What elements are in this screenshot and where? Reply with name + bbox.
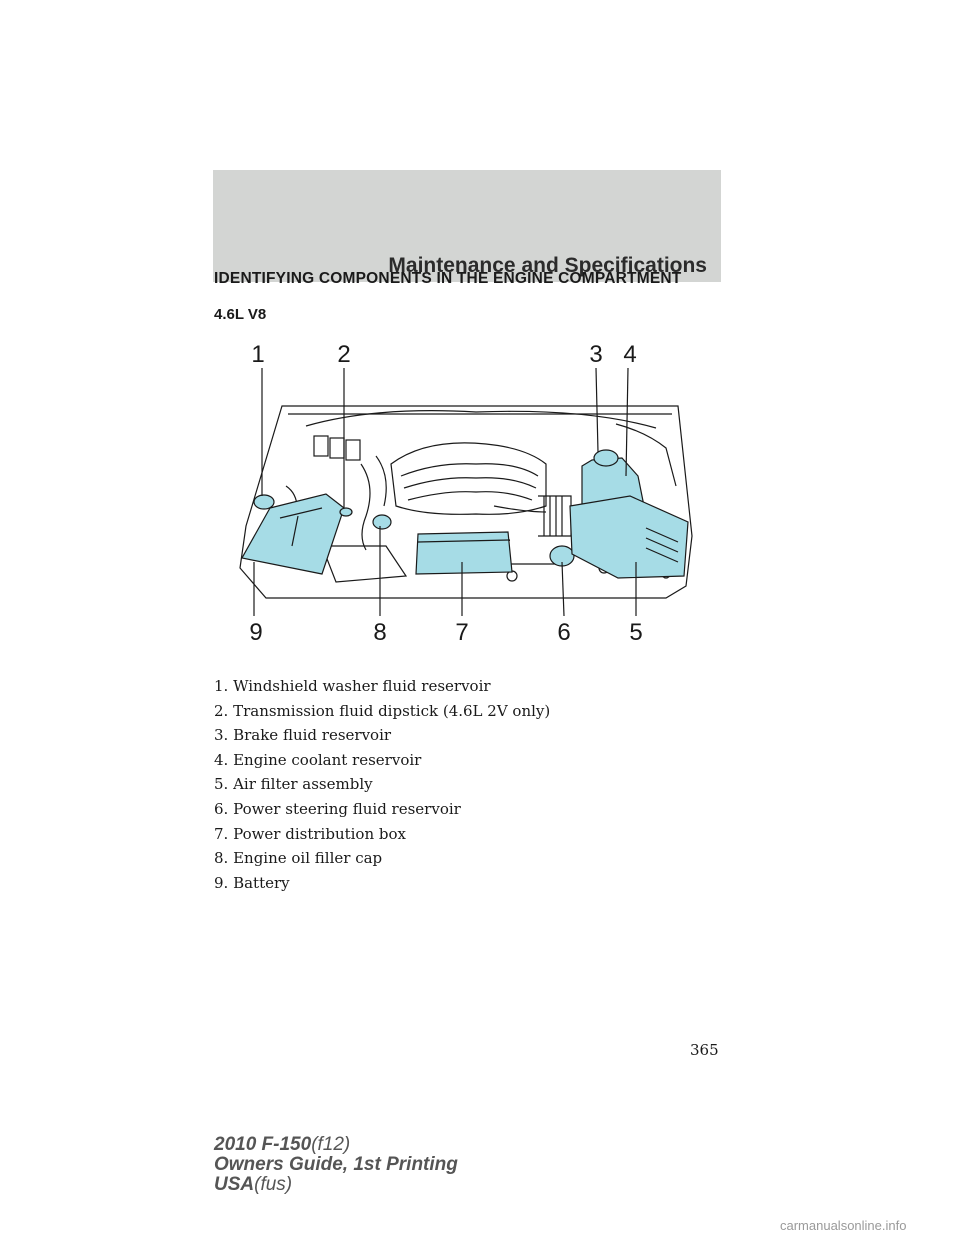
legend-item: 4. Engine coolant reservoir <box>214 750 422 769</box>
callout-leaders <box>254 368 636 616</box>
footer-region-code: (fus) <box>254 1174 293 1195</box>
callout-2: 2 <box>337 341 351 368</box>
washer-cap-shape <box>254 495 274 509</box>
legend-item: 1. Windshield washer fluid reservoir <box>214 677 491 695</box>
callout-7: 7 <box>455 619 469 646</box>
legend-item: 5. Air filter assembly <box>214 775 373 794</box>
footer-model: 2010 F-150 <box>214 1134 312 1155</box>
legend-item: 9. Battery <box>214 873 290 892</box>
engine-compartment-diagram <box>226 336 716 656</box>
legend-item: 8. Engine oil filler cap <box>214 849 383 868</box>
oil-cap-shape <box>373 515 391 529</box>
power-distribution-box-shape <box>416 532 512 574</box>
chapter-title: Maintenance and Specifications <box>388 254 707 277</box>
footer-region: USA <box>214 1174 255 1195</box>
legend-item: 2. Transmission fluid dipstick (4.6L 2V only) <box>214 701 551 720</box>
footer-guide: Owners Guide, 1st Printing <box>214 1154 458 1175</box>
callout-1: 1 <box>251 341 265 368</box>
legend-item: 3. Brake fluid reservoir <box>214 726 392 745</box>
callout-9: 9 <box>249 619 263 646</box>
section-heading: IDENTIFYING COMPONENTS IN THE ENGINE COMPARTMENT <box>214 270 682 287</box>
engine-label: 4.6L V8 <box>214 306 267 323</box>
legend-item: 6. Power steering fluid reservoir <box>214 799 461 818</box>
callout-4: 4 <box>623 341 637 368</box>
callout-3: 3 <box>589 341 603 368</box>
footer-model-code: (f12) <box>311 1134 351 1155</box>
callout-5: 5 <box>629 619 643 646</box>
chapter-header <box>213 170 721 282</box>
brake-fluid-cap-shape <box>594 450 618 466</box>
page-number: 365 <box>690 1041 719 1059</box>
dipstick-shape <box>340 508 352 516</box>
print-footer <box>214 1135 458 1195</box>
callout-8: 8 <box>373 619 387 646</box>
legend-item: 7. Power distribution box <box>214 824 406 843</box>
callout-6: 6 <box>557 619 571 646</box>
air-filter-shape <box>570 496 688 578</box>
component-legend <box>214 674 550 895</box>
watermark[interactable]: carmanualsonline.info <box>780 1218 907 1233</box>
